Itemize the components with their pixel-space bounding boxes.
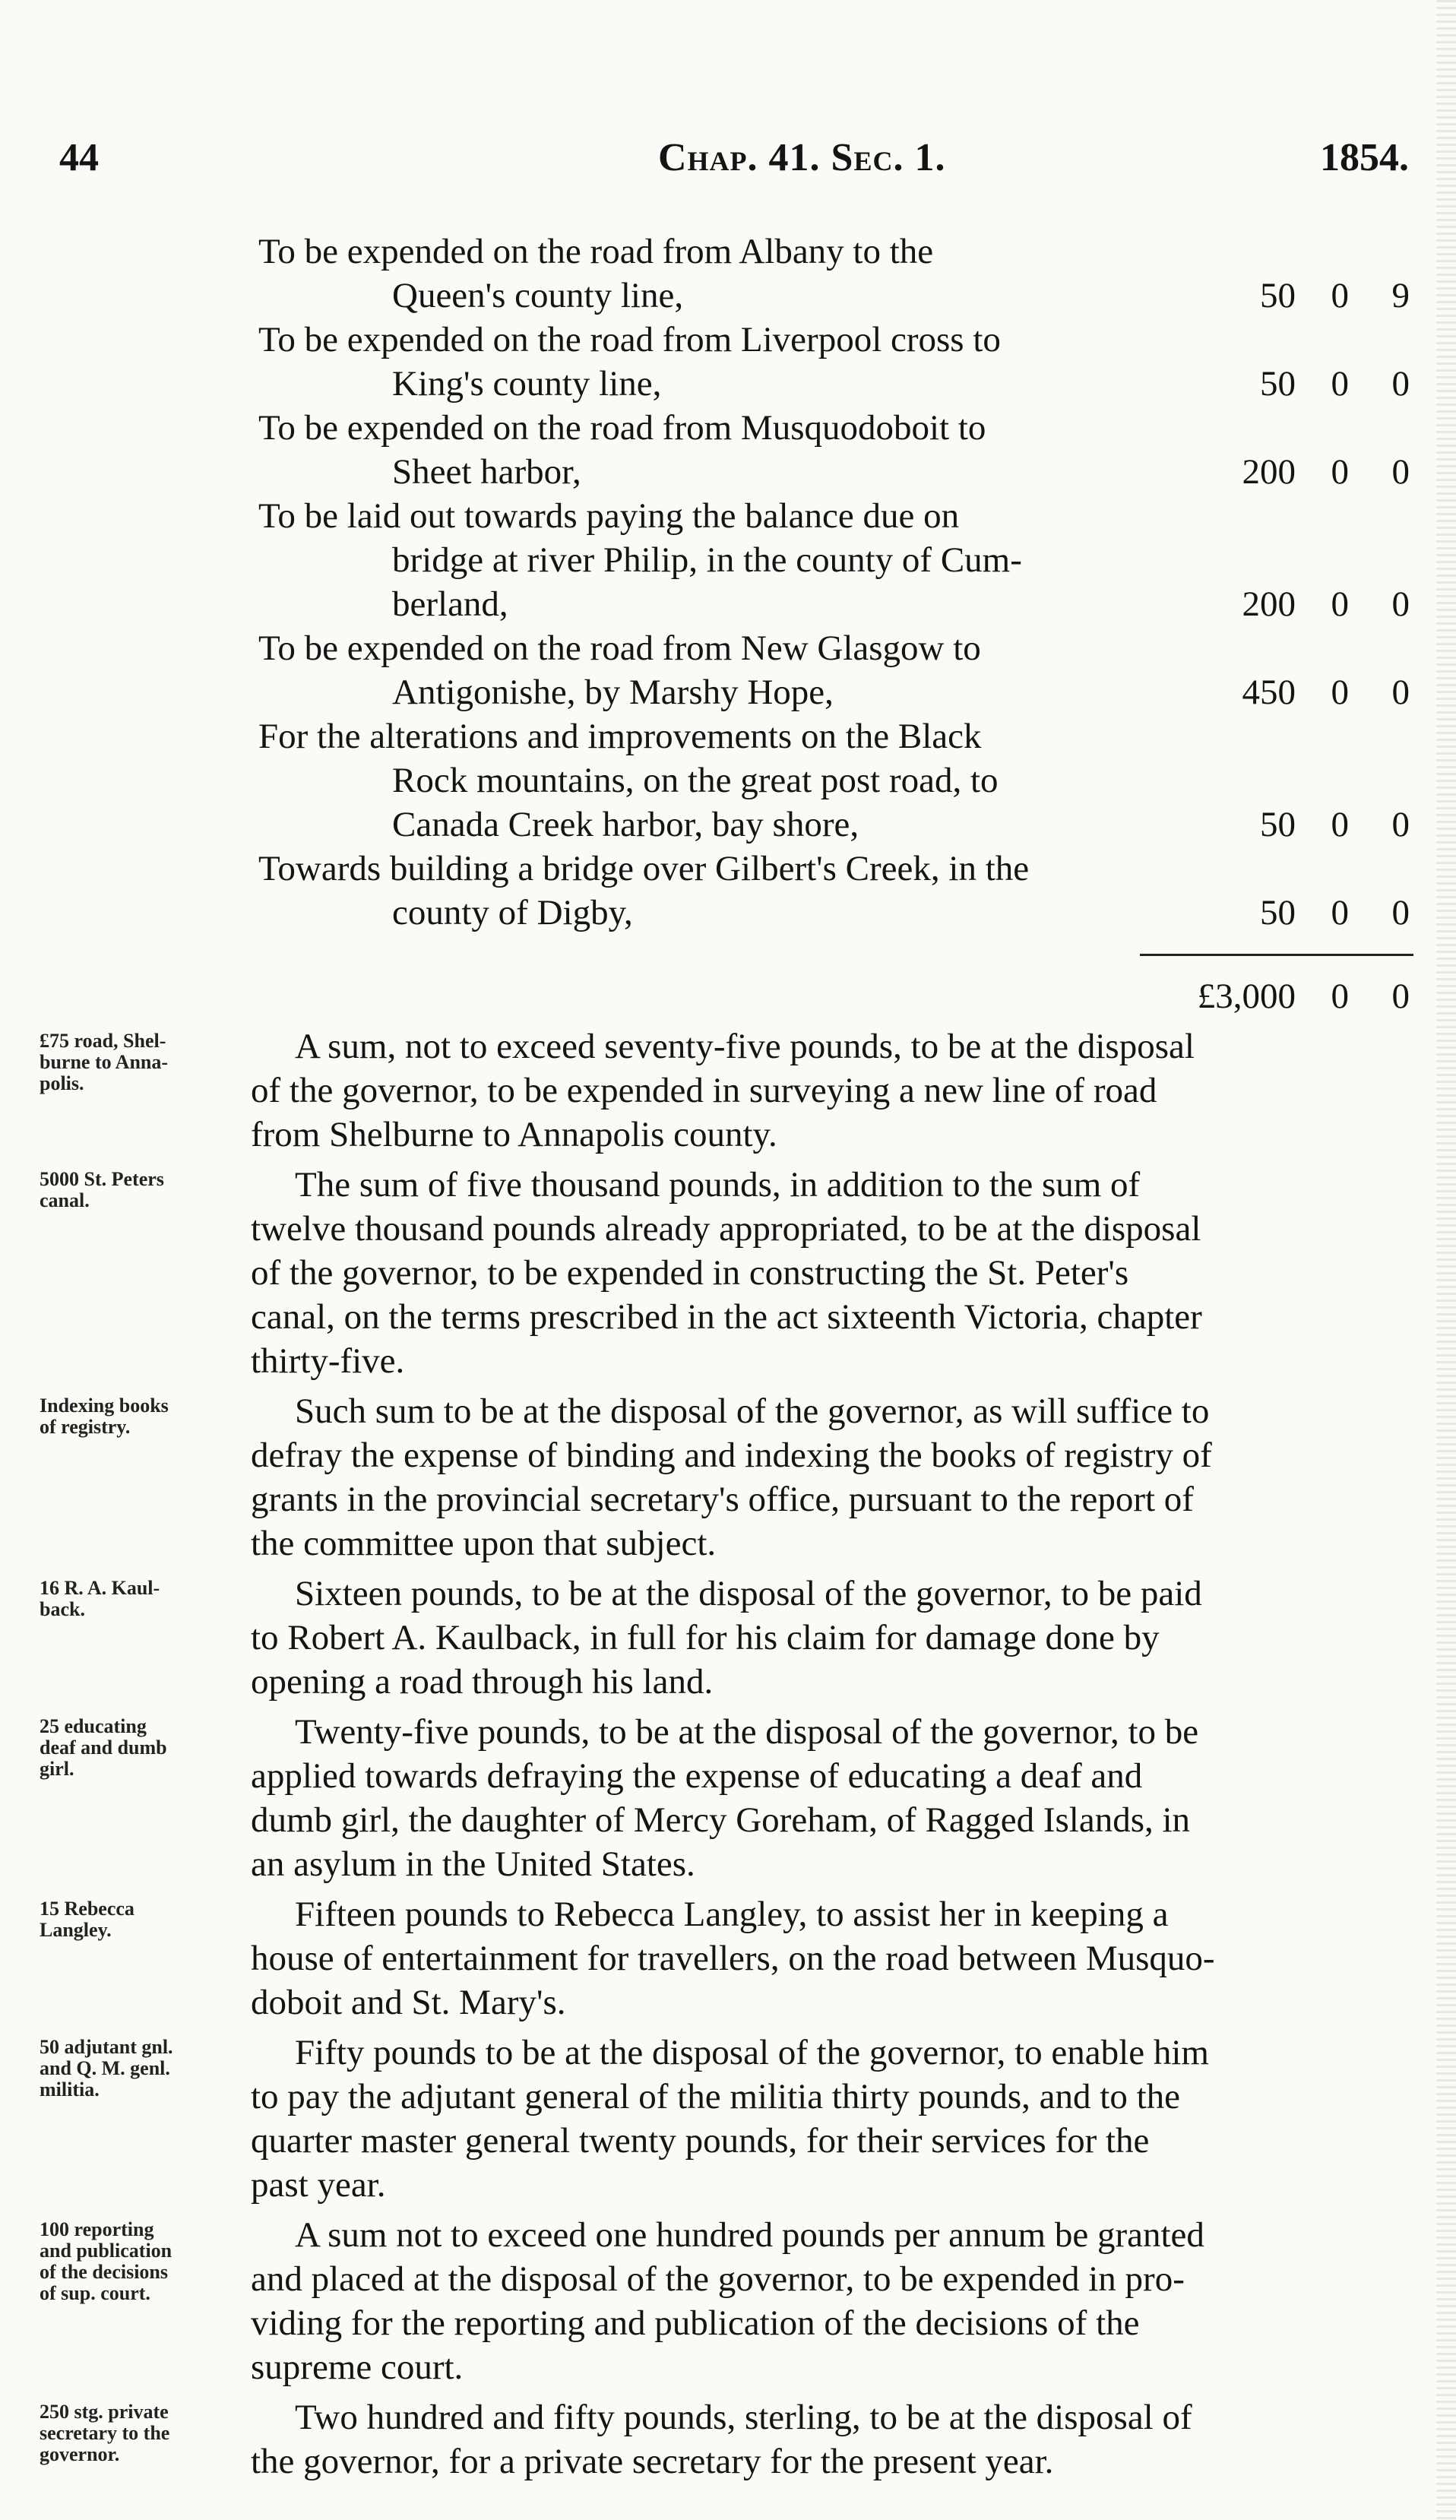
- resolution-paragraph: [0, 2031, 1456, 2207]
- margin-note-line: and publication: [40, 2240, 173, 2262]
- paragraph-text: [251, 1710, 1410, 1886]
- amount-pounds: 450: [1242, 673, 1296, 712]
- margin-note: [40, 2401, 245, 2465]
- item-amount: [1182, 362, 1410, 406]
- paragraph-line: viding for the reporting and publication of the decisions of the: [251, 2303, 1140, 2343]
- paragraph-line: house of entertainment for travellers, on the road between Musquo-: [251, 1939, 1215, 1978]
- paragraph-line: to pay the adjutant general of the militia thirty pounds, and to the: [251, 2077, 1181, 2116]
- item-line: To be laid out towards paying the balance due on: [258, 496, 960, 536]
- item-line: King's county line,: [392, 364, 662, 404]
- margin-note-line: back.: [40, 1598, 85, 1620]
- resolution-paragraph: [0, 1710, 1456, 1886]
- resolution-paragraph: [0, 1024, 1456, 1157]
- paragraph-line: defray the expense of binding and indexing the books of registry of: [251, 1436, 1212, 1475]
- amount-pence: 0: [1391, 364, 1410, 404]
- item-description: [258, 406, 1182, 494]
- resolution-paragraph: [0, 2213, 1456, 2389]
- paragraph-text: [251, 2031, 1410, 2207]
- margin-note: [40, 1716, 245, 1780]
- appropriation-item: [258, 318, 1410, 406]
- amount-pence: 9: [1391, 276, 1410, 315]
- paragraph-line: Fifteen pounds to Rebecca Langley, to assist her in keeping a: [295, 1895, 1169, 1934]
- amount-pounds: 200: [1242, 584, 1296, 624]
- paragraph-line: an asylum in the United States.: [251, 1844, 695, 1884]
- item-description: [258, 847, 1182, 935]
- paragraph-text: [251, 1892, 1410, 2025]
- item-line: Sheet harbor,: [392, 452, 581, 492]
- resolution-paragraph: [0, 2395, 1456, 2484]
- margin-note-line: of the decisions: [40, 2261, 168, 2283]
- amount-pounds: 50: [1260, 893, 1296, 932]
- margin-note-line: of sup. court.: [40, 2282, 150, 2304]
- margin-note: [40, 2037, 245, 2101]
- paragraph-line: supreme court.: [251, 2347, 464, 2387]
- resolution-paragraph: [0, 1892, 1456, 2025]
- item-line: county of Digby,: [392, 893, 633, 932]
- margin-note-line: canal.: [40, 1189, 90, 1211]
- paragraph-line: from Shelburne to Annapolis county.: [251, 1115, 777, 1154]
- resolution-paragraph: [0, 1163, 1456, 1383]
- amount-pence: 0: [1391, 893, 1410, 932]
- item-description: [258, 318, 1182, 406]
- margin-note-line: 100 reporting: [40, 2218, 154, 2240]
- item-amount: [1182, 274, 1410, 318]
- amount-shillings: 0: [1331, 673, 1349, 712]
- resolution-paragraph: [0, 1389, 1456, 1566]
- paragraph-line: Two hundred and fifty pounds, sterling, to be at the disposal of: [295, 2398, 1192, 2437]
- amount-pounds: 50: [1260, 364, 1296, 404]
- amount-pence: 0: [1391, 673, 1410, 712]
- margin-note-line: Indexing books: [40, 1395, 169, 1417]
- appropriation-item: [258, 626, 1410, 714]
- item-line: To be expended on the road from New Glasgow to: [258, 628, 981, 668]
- item-line: Queen's county line,: [392, 276, 684, 315]
- margin-note: [40, 1395, 245, 1438]
- item-line: Canada Creek harbor, bay shore,: [392, 805, 859, 844]
- item-description: [258, 494, 1182, 626]
- paragraph-line: doboit and St. Mary's.: [251, 1983, 566, 2022]
- paragraph-line: Twenty-five pounds, to be at the disposal of the governor, to be: [295, 1712, 1199, 1752]
- item-amount: [1182, 582, 1410, 626]
- margin-note-line: polis.: [40, 1072, 84, 1094]
- amount-shillings: 0: [1331, 584, 1349, 624]
- paragraph-text: [251, 2395, 1410, 2484]
- paragraph-text: [251, 2213, 1410, 2389]
- margin-note-line: of registry.: [40, 1416, 131, 1438]
- amount-shillings: 0: [1331, 805, 1349, 844]
- amount-pounds: 50: [1260, 805, 1296, 844]
- appropriation-item: [258, 714, 1410, 847]
- paragraph-line: applied towards defraying the expense of educating a deaf and: [251, 1756, 1143, 1796]
- paragraph-line: the committee upon that subject.: [251, 1524, 717, 1563]
- total-pounds: £3,000: [1197, 977, 1296, 1016]
- appropriation-item: [258, 406, 1410, 494]
- item-description: [258, 230, 1182, 318]
- item-description: [258, 714, 1182, 847]
- item-amount: [1182, 450, 1410, 494]
- resolutions: [0, 1024, 1456, 2490]
- total-row: [1018, 974, 1410, 1018]
- margin-note: [40, 1898, 245, 1941]
- total-rule: [1140, 954, 1413, 956]
- item-line: Rock mountains, on the great post road, to: [392, 761, 999, 800]
- paragraph-text: [251, 1572, 1410, 1704]
- paragraph-line: of the governor, to be expended in surveying a new line of road: [251, 1071, 1157, 1110]
- paragraph-line: the governor, for a private secretary for the present year.: [251, 2442, 1054, 2481]
- amount-shillings: 0: [1331, 276, 1349, 315]
- appropriation-item: [258, 230, 1410, 318]
- item-description: [258, 626, 1182, 714]
- resolution-paragraph: [0, 1572, 1456, 1704]
- margin-note: [40, 1578, 245, 1620]
- paragraph-line: canal, on the terms prescribed in the act sixteenth Victoria, chapter: [251, 1297, 1202, 1337]
- amount-pence: 0: [1391, 452, 1410, 492]
- item-line: bridge at river Philip, in the county of Cum-: [392, 540, 1022, 580]
- year: 1854.: [1320, 136, 1409, 179]
- paragraph-line: quarter master general twenty pounds, for their services for the: [251, 2121, 1150, 2161]
- margin-note-line: 250 stg. private: [40, 2401, 169, 2423]
- margin-note-line: militia.: [40, 2078, 100, 2101]
- paragraph-line: A sum, not to exceed seventy-five pounds, to be at the disposal: [295, 1027, 1195, 1066]
- amount-pence: 0: [1391, 805, 1410, 844]
- margin-note: [40, 1030, 245, 1094]
- running-head: Chap. 41. Sec. 1.: [658, 136, 946, 179]
- item-line: For the alterations and improvements on the Black: [258, 717, 982, 756]
- item-amount: [1182, 803, 1410, 847]
- margin-note-line: secretary to the: [40, 2422, 170, 2444]
- item-line: To be expended on the road from Albany to the: [258, 232, 934, 271]
- appropriation-item: [258, 847, 1410, 935]
- margin-note-line: 25 educating: [40, 1715, 147, 1737]
- margin-note-line: deaf and dumb: [40, 1736, 167, 1759]
- paragraph-line: twelve thousand pounds already appropriated, to be at the disposal: [251, 1209, 1201, 1249]
- total-shillings: 0: [1331, 977, 1349, 1016]
- item-amount: [1182, 891, 1410, 935]
- paragraph-line: The sum of five thousand pounds, in addition to the sum of: [295, 1165, 1141, 1205]
- margin-note-line: 50 adjutant gnl.: [40, 2036, 173, 2058]
- paragraph-text: [251, 1024, 1410, 1157]
- paragraph-line: A sum not to exceed one hundred pounds per annum be granted: [295, 2215, 1204, 2255]
- amount-pounds: 50: [1260, 276, 1296, 315]
- item-line: To be expended on the road from Musquodoboit to: [258, 408, 986, 448]
- paragraph-line: Sixteen pounds, to be at the disposal of the governor, to be paid: [295, 1574, 1202, 1613]
- appropriation-item: [258, 494, 1410, 626]
- paragraph-line: Such sum to be at the disposal of the governor, as will suffice to: [295, 1391, 1210, 1431]
- paragraph-text: [251, 1389, 1410, 1566]
- amount-shillings: 0: [1331, 452, 1349, 492]
- margin-note-line: Langley.: [40, 1919, 112, 1941]
- margin-note-line: 16 R. A. Kaul-: [40, 1577, 160, 1599]
- item-line: Antigonishe, by Marshy Hope,: [392, 673, 834, 712]
- margin-note: [40, 1169, 245, 1211]
- margin-note-line: and Q. M. genl.: [40, 2057, 170, 2079]
- item-line: Towards building a bridge over Gilbert's Creek, in the: [258, 849, 1030, 888]
- item-line: To be expended on the road from Liverpool cross to: [258, 320, 1001, 359]
- paragraph-line: and placed at the disposal of the governor, to be expended in pro-: [251, 2259, 1185, 2299]
- paragraph-line: Fifty pounds to be at the disposal of the governor, to enable him: [295, 2033, 1209, 2072]
- paragraph-line: opening a road through his land.: [251, 1662, 714, 1702]
- paragraph-line: to Robert A. Kaulback, in full for his claim for damage done by: [251, 1618, 1160, 1657]
- paragraph-line: dumb girl, the daughter of Mercy Goreham, of Ragged Islands, in: [251, 1800, 1191, 1840]
- margin-note-line: 5000 St. Peters: [40, 1168, 164, 1190]
- paragraph-line: grants in the provincial secretary's office, pursuant to the report of: [251, 1480, 1194, 1519]
- total-pence: 0: [1391, 977, 1410, 1016]
- amount-pounds: 200: [1242, 452, 1296, 492]
- amount-pence: 0: [1391, 584, 1410, 624]
- margin-note-line: governor.: [40, 2443, 120, 2465]
- margin-note-line: £75 road, Shel-: [40, 1030, 166, 1052]
- paragraph-line: past year.: [251, 2165, 386, 2205]
- margin-note-line: burne to Anna-: [40, 1051, 169, 1073]
- margin-note-line: girl.: [40, 1758, 74, 1780]
- amount-shillings: 0: [1331, 364, 1349, 404]
- amount-shillings: 0: [1331, 893, 1349, 932]
- page-number: 44: [59, 136, 99, 179]
- appropriation-table: [258, 230, 1410, 935]
- item-amount: [1182, 670, 1410, 714]
- margin-note-line: 15 Rebecca: [40, 1898, 135, 1920]
- paragraph-line: of the governor, to be expended in constructing the St. Peter's: [251, 1253, 1129, 1293]
- item-line: berland,: [392, 584, 508, 624]
- margin-note: [40, 2219, 245, 2304]
- paragraph-line: thirty-five.: [251, 1341, 405, 1381]
- paragraph-text: [251, 1163, 1410, 1383]
